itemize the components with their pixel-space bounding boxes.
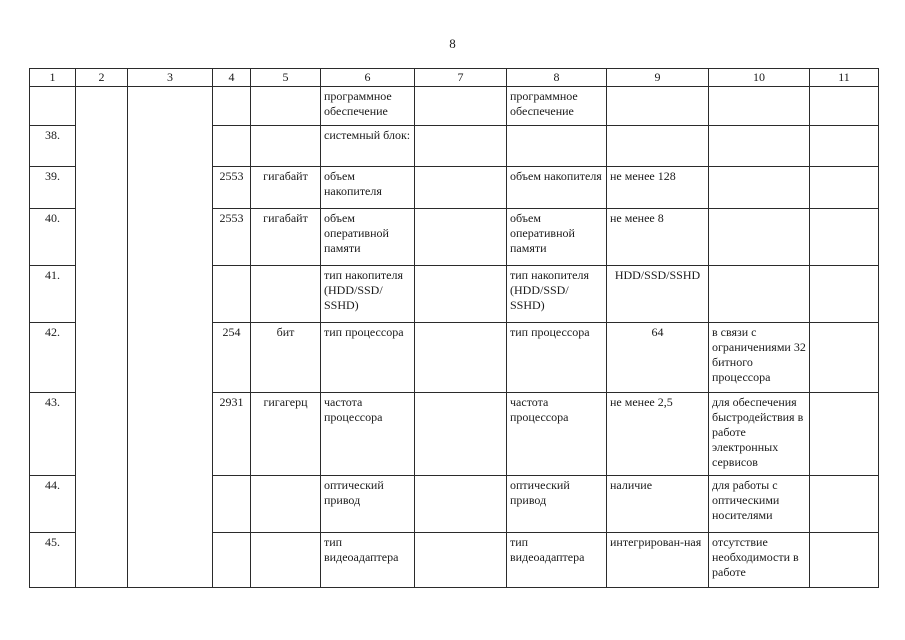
value-cell: HDD/SSD/SSHD <box>607 266 709 323</box>
justification-cell <box>709 126 810 167</box>
unit-cell <box>251 87 321 126</box>
column-7-cell <box>415 393 507 476</box>
column-11-cell <box>810 393 879 476</box>
code-cell: 2553 <box>213 167 251 209</box>
column-11-cell <box>810 266 879 323</box>
value-cell: 64 <box>607 323 709 393</box>
row-number-cell: 41. <box>30 266 76 323</box>
unit-cell <box>251 533 321 588</box>
characteristic-cell: частота процессора <box>507 393 607 476</box>
characteristic-cell: объем накопителя <box>321 167 415 209</box>
column-header: 6 <box>321 69 415 87</box>
unit-cell <box>251 126 321 167</box>
merged-column-2-cell <box>76 87 128 588</box>
characteristic-cell: программное обеспечение <box>321 87 415 126</box>
justification-cell: отсутствие необходимости в работе <box>709 533 810 588</box>
value-cell: наличие <box>607 476 709 533</box>
characteristic-cell: оптический привод <box>321 476 415 533</box>
column-header: 3 <box>128 69 213 87</box>
code-cell: 254 <box>213 323 251 393</box>
column-7-cell <box>415 167 507 209</box>
column-7-cell <box>415 323 507 393</box>
value-cell: не менее 8 <box>607 209 709 266</box>
column-header: 7 <box>415 69 507 87</box>
column-header: 4 <box>213 69 251 87</box>
value-cell <box>607 126 709 167</box>
row-number-cell: 42. <box>30 323 76 393</box>
justification-cell <box>709 87 810 126</box>
code-cell <box>213 266 251 323</box>
unit-cell <box>251 266 321 323</box>
column-header: 9 <box>607 69 709 87</box>
column-11-cell <box>810 533 879 588</box>
column-header: 5 <box>251 69 321 87</box>
value-cell <box>607 87 709 126</box>
characteristic-cell: частота процессора <box>321 393 415 476</box>
column-header: 10 <box>709 69 810 87</box>
unit-cell <box>251 476 321 533</box>
characteristic-cell: оптический привод <box>507 476 607 533</box>
characteristic-cell: тип видеоадаптера <box>321 533 415 588</box>
row-number-cell: 38. <box>30 126 76 167</box>
justification-cell: для работы с оптическими носителями <box>709 476 810 533</box>
code-cell <box>213 476 251 533</box>
column-header: 8 <box>507 69 607 87</box>
unit-cell: бит <box>251 323 321 393</box>
column-7-cell <box>415 209 507 266</box>
code-cell <box>213 533 251 588</box>
column-7-cell <box>415 476 507 533</box>
characteristic-cell: системный блок: <box>321 126 415 167</box>
table-row <box>30 87 879 126</box>
justification-cell <box>709 167 810 209</box>
column-header: 11 <box>810 69 879 87</box>
column-7-cell <box>415 266 507 323</box>
characteristic-cell: тип процессора <box>507 323 607 393</box>
unit-cell: гигабайт <box>251 167 321 209</box>
row-number-cell: 43. <box>30 393 76 476</box>
row-number-cell: 44. <box>30 476 76 533</box>
characteristic-cell: тип процессора <box>321 323 415 393</box>
code-cell: 2931 <box>213 393 251 476</box>
row-number-cell: 45. <box>30 533 76 588</box>
value-cell: не менее 128 <box>607 167 709 209</box>
justification-cell: в связи с ограничениями 32 битного процессора <box>709 323 810 393</box>
unit-cell: гигагерц <box>251 393 321 476</box>
specification-table <box>29 68 879 588</box>
characteristic-cell: объем накопителя <box>507 167 607 209</box>
header-row <box>30 69 879 87</box>
column-11-cell <box>810 167 879 209</box>
row-number-cell <box>30 87 76 126</box>
column-7-cell <box>415 533 507 588</box>
column-11-cell <box>810 126 879 167</box>
characteristic-cell: программное обеспечение <box>507 87 607 126</box>
merged-column-3-cell <box>128 87 213 588</box>
code-cell: 2553 <box>213 209 251 266</box>
column-11-cell <box>810 87 879 126</box>
column-11-cell <box>810 476 879 533</box>
unit-cell: гигабайт <box>251 209 321 266</box>
column-11-cell <box>810 323 879 393</box>
page-number: 8 <box>449 36 456 51</box>
justification-cell: для обеспечения быстродействия в работе электронных сервисов <box>709 393 810 476</box>
code-cell <box>213 126 251 167</box>
value-cell: не менее 2,5 <box>607 393 709 476</box>
row-number-cell: 40. <box>30 209 76 266</box>
row-number-cell: 39. <box>30 167 76 209</box>
characteristic-cell: тип накопителя (HDD/SSD/ SSHD) <box>507 266 607 323</box>
column-7-cell <box>415 126 507 167</box>
characteristic-cell: тип видеоадаптера <box>507 533 607 588</box>
justification-cell <box>709 209 810 266</box>
code-cell <box>213 87 251 126</box>
characteristic-cell <box>507 126 607 167</box>
column-header: 2 <box>76 69 128 87</box>
column-header: 1 <box>30 69 76 87</box>
characteristic-cell: объем оперативной памяти <box>321 209 415 266</box>
value-cell: интегрирован-ная <box>607 533 709 588</box>
column-7-cell <box>415 87 507 126</box>
justification-cell <box>709 266 810 323</box>
characteristic-cell: объем оперативной памяти <box>507 209 607 266</box>
characteristic-cell: тип накопителя (HDD/SSD/ SSHD) <box>321 266 415 323</box>
column-11-cell <box>810 209 879 266</box>
